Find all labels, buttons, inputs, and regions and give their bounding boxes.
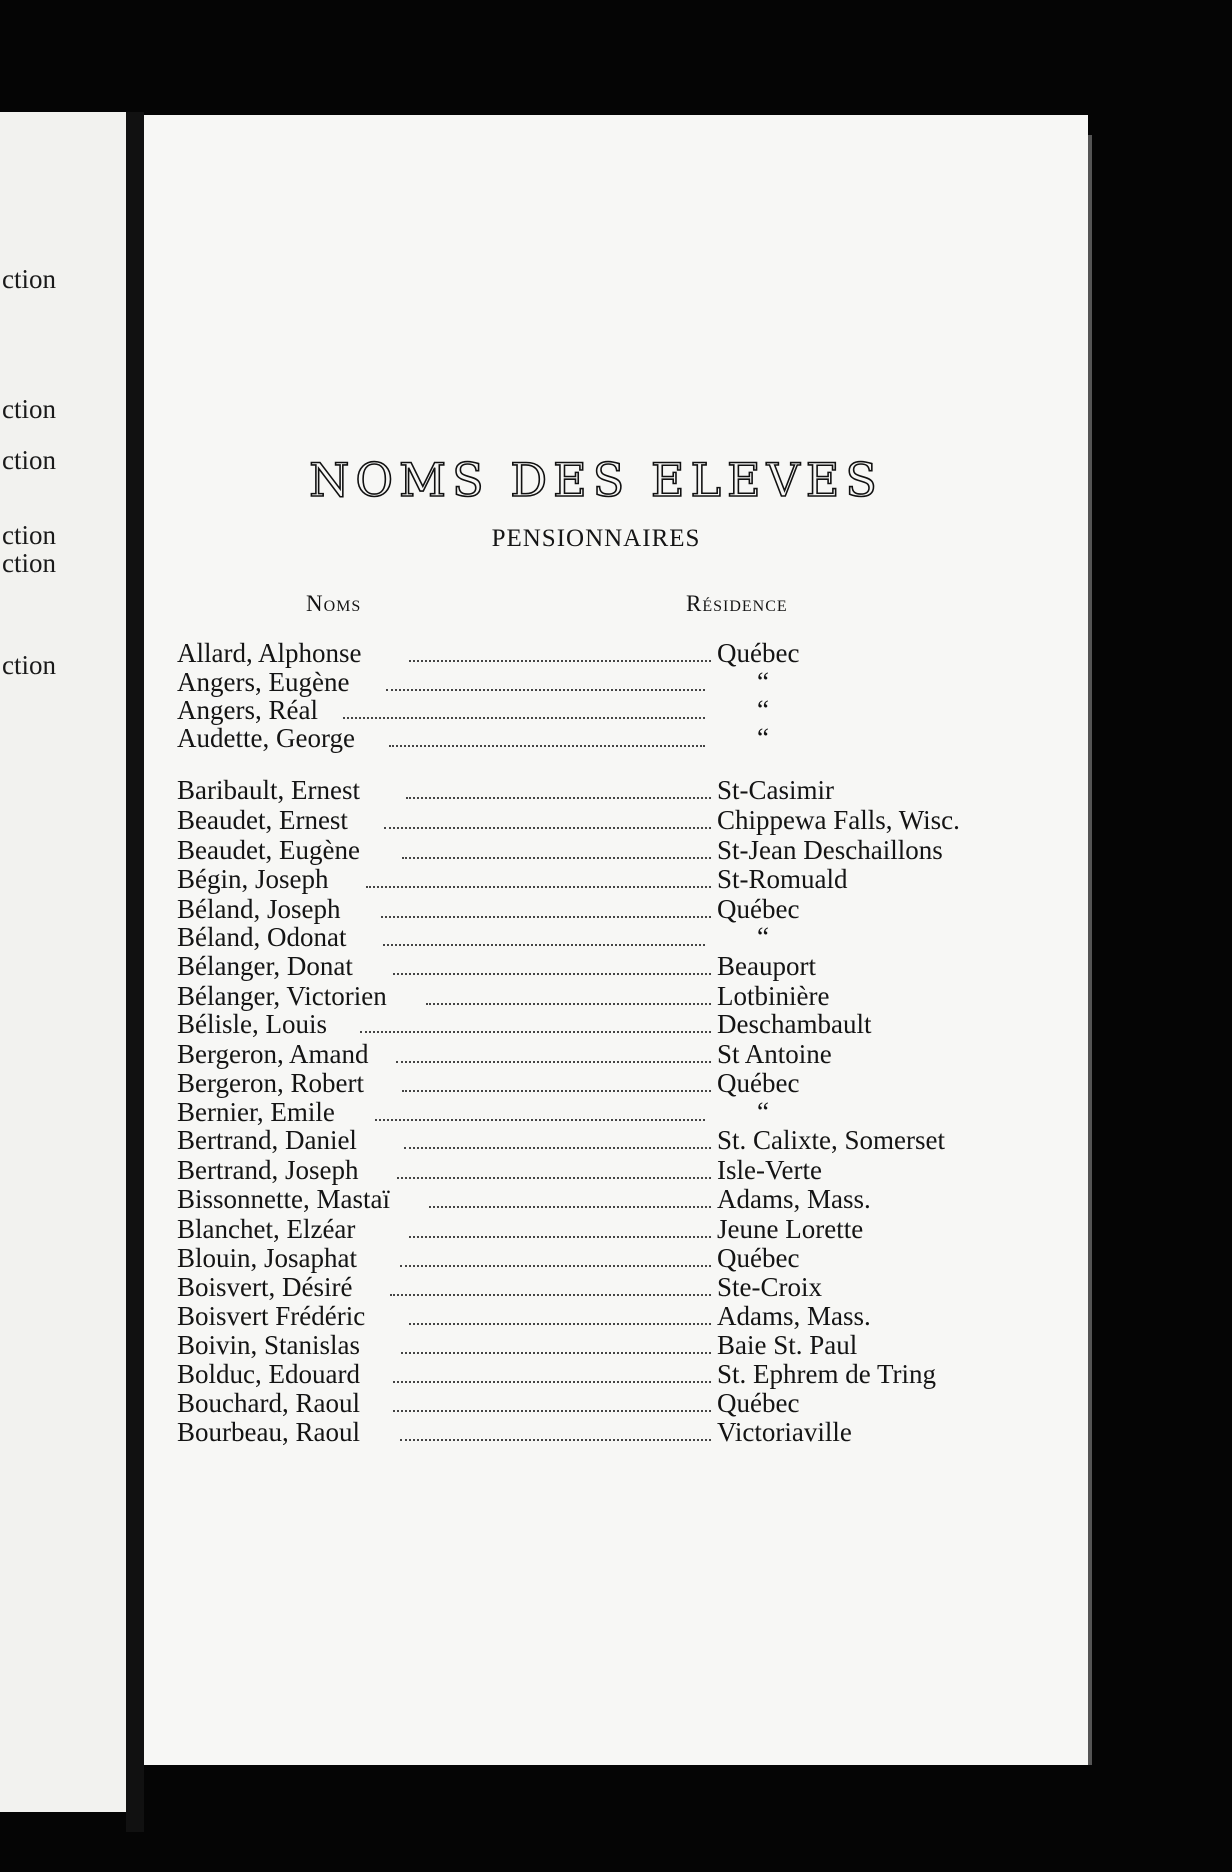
student-name: Beaudet, Ernest [177, 805, 348, 835]
student-residence: “ [757, 922, 769, 952]
student-residence: “ [757, 723, 769, 753]
student-residence: St-Romuald [717, 864, 848, 894]
student-name: Audette, George [177, 723, 355, 753]
student-entry [177, 894, 1037, 924]
student-residence: St-Casimir [717, 775, 835, 805]
student-entry [177, 1388, 1037, 1418]
student-entry [177, 667, 1037, 697]
student-residence: Québec [717, 638, 800, 668]
student-residence: Victoriaville [717, 1417, 852, 1447]
dot-leader [400, 1247, 711, 1267]
dot-leader [409, 1218, 711, 1238]
student-residence: Chippewa Falls, Wisc. [717, 805, 960, 835]
student-residence: St-Jean Deschaillons [717, 835, 943, 865]
student-name: Béland, Joseph [177, 894, 341, 924]
student-entry [177, 864, 1037, 894]
student-entry [177, 1184, 1037, 1214]
dot-leader [402, 1072, 711, 1092]
page-title: NOMS DES ELEVES [309, 453, 883, 507]
student-residence: Québec [717, 1388, 800, 1418]
student-residence: “ [757, 667, 769, 697]
student-residence: Baie St. Paul [717, 1330, 858, 1360]
student-residence: St Antoine [717, 1039, 832, 1069]
student-residence: Québec [717, 894, 800, 924]
student-name: Bélisle, Louis [177, 1009, 327, 1039]
dot-leader [384, 809, 711, 829]
student-entry [177, 723, 1037, 753]
student-name: Boisvert Frédéric [177, 1301, 366, 1331]
student-entry [177, 1097, 1037, 1127]
student-entry [177, 1272, 1037, 1302]
student-entry [177, 1125, 1037, 1155]
dot-leader [390, 1276, 711, 1296]
dot-leader [366, 868, 711, 888]
student-residence: Deschambault [717, 1009, 872, 1039]
student-entry [177, 1417, 1037, 1447]
student-residence: Ste-Croix [717, 1272, 822, 1302]
student-name: Bertrand, Daniel [177, 1125, 357, 1155]
dot-leader [375, 1101, 705, 1121]
student-entry [177, 775, 1037, 805]
dot-leader [393, 955, 711, 975]
student-name: Bourbeau, Raoul [177, 1417, 360, 1447]
student-residence: Lotbinière [717, 981, 830, 1011]
dot-leader [343, 699, 705, 719]
student-name: Bélanger, Victorien [177, 981, 387, 1011]
dot-leader [396, 1043, 711, 1063]
student-name: Bouchard, Raoul [177, 1388, 360, 1418]
student-name: Angers, Eugène [177, 667, 350, 697]
student-name: Bergeron, Amand [177, 1039, 369, 1069]
student-residence: St. Ephrem de Tring [717, 1359, 937, 1389]
dot-leader [402, 839, 711, 859]
student-name: Bissonnette, Mastaï [177, 1184, 390, 1214]
student-residence: Jeune Lorette [717, 1214, 864, 1244]
student-residence: Adams, Mass. [717, 1301, 871, 1331]
dot-leader [406, 779, 711, 799]
student-residence: Québec [717, 1068, 800, 1098]
page-subtitle: PENSIONNAIRES [491, 525, 701, 552]
student-name: Bélanger, Donat [177, 951, 353, 981]
column-header-residence: Résidence [686, 591, 788, 616]
student-name: Boivin, Stanislas [177, 1330, 361, 1360]
student-residence: Beauport [717, 951, 816, 981]
dot-leader [360, 1013, 711, 1033]
student-entry [177, 922, 1037, 952]
page-edge-shadow [1088, 135, 1092, 1765]
dot-leader [393, 1363, 711, 1383]
student-entry [177, 835, 1037, 865]
student-entry [177, 1068, 1037, 1098]
left-page-text-fragment: ction [2, 394, 56, 424]
dot-leader [400, 1421, 711, 1441]
student-name: Boisvert, Désiré [177, 1272, 353, 1302]
student-name: Bégin, Joseph [177, 864, 329, 894]
column-header-names: Noms [306, 591, 362, 616]
dot-leader [383, 926, 705, 946]
student-entry [177, 805, 1037, 835]
student-residence: “ [757, 1097, 769, 1127]
student-name: Beaudet, Eugène [177, 835, 360, 865]
student-name: Blanchet, Elzéar [177, 1214, 356, 1244]
student-entry [177, 1214, 1037, 1244]
student-residence: St. Calixte, Somerset [717, 1125, 945, 1155]
student-name: Béland, Odonat [177, 922, 347, 952]
student-residence: Québec [717, 1243, 800, 1273]
dot-leader [397, 1159, 711, 1179]
student-entry [177, 1039, 1037, 1069]
left-page-text-fragment: ction [2, 264, 56, 294]
student-entry [177, 1009, 1037, 1039]
student-entry [177, 638, 1037, 668]
student-name: Bertrand, Joseph [177, 1155, 359, 1185]
dot-leader [429, 1188, 711, 1208]
student-name: Bolduc, Edouard [177, 1359, 360, 1389]
book-gutter [126, 112, 144, 1832]
student-entry [177, 981, 1037, 1011]
student-entry [177, 1301, 1037, 1331]
dot-leader [409, 1305, 711, 1325]
student-entry [177, 695, 1037, 725]
left-page-text-fragment: ction [2, 520, 56, 550]
student-name: Angers, Réal [177, 695, 318, 725]
student-name: Baribault, Ernest [177, 775, 360, 805]
student-name: Allard, Alphonse [177, 638, 362, 668]
document-page [144, 115, 1088, 1765]
left-page-text-fragment: ction [2, 650, 56, 680]
student-name: Blouin, Josaphat [177, 1243, 357, 1273]
student-residence: “ [757, 695, 769, 725]
dot-leader [426, 985, 711, 1005]
dot-leader [386, 671, 705, 691]
left-page-text-fragment: ction [2, 445, 56, 475]
student-entry [177, 1155, 1037, 1185]
dot-leader [389, 727, 705, 747]
dot-leader [393, 1392, 711, 1412]
student-residence: Adams, Mass. [717, 1184, 871, 1214]
student-name: Bernier, Emile [177, 1097, 335, 1127]
dot-leader [409, 642, 711, 662]
student-entry [177, 1330, 1037, 1360]
student-name: Bergeron, Robert [177, 1068, 364, 1098]
dot-leader [404, 1129, 711, 1149]
left-page-edge [0, 112, 126, 1812]
left-page-text-fragment: ction [2, 548, 56, 578]
student-entry [177, 1243, 1037, 1273]
student-residence: Isle-Verte [717, 1155, 822, 1185]
dot-leader [381, 898, 711, 918]
student-entry [177, 1359, 1037, 1389]
student-entry [177, 951, 1037, 981]
dot-leader [401, 1334, 711, 1354]
